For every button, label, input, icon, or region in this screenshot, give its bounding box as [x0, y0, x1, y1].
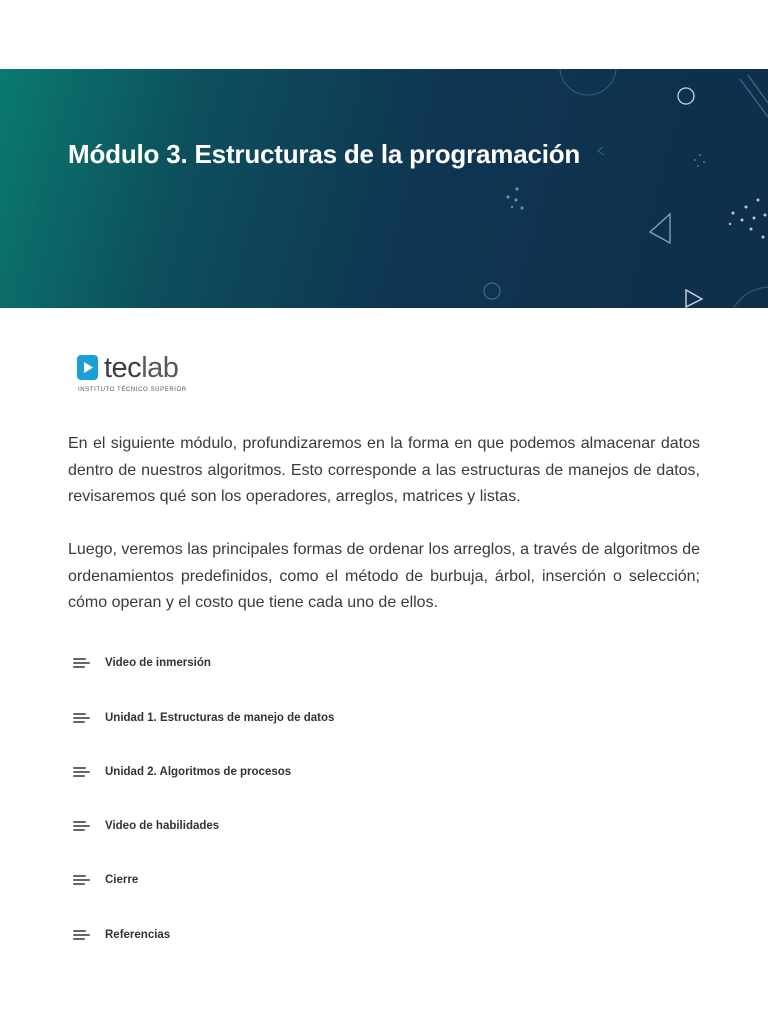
header-banner [0, 69, 768, 308]
nav-item-label: Cierre [105, 874, 139, 886]
logo-subtitle: INSTITUTO TÉCNICO SUPERIOR [78, 387, 187, 393]
nav-item-video-habilidades[interactable] [70, 814, 219, 838]
nav-item-label: Video de inmersión [105, 657, 211, 669]
nav-item-label: Unidad 2. Algoritmos de procesos [105, 766, 292, 778]
nav-item-unidad-2[interactable] [70, 760, 291, 784]
nav-item-cierre[interactable] [70, 868, 138, 892]
page-title: Módulo 3. Estructuras de la programación [68, 139, 581, 169]
play-icon [76, 354, 100, 382]
nav-item-label: Referencias [105, 929, 171, 941]
list-lines-icon [70, 873, 90, 887]
nav-item-label: Unidad 1. Estructuras de manejo de datos [105, 712, 335, 724]
banner-decoration [0, 69, 768, 308]
list-lines-icon [70, 928, 90, 942]
nav-item-referencias[interactable] [70, 923, 170, 947]
nav-item-video-inmersion[interactable] [70, 651, 211, 675]
intro-paragraph-1: En el siguiente módulo, profundizaremos en la forma en que podemos almacenar datos dentro de nuestros algoritmos. Esto corresponde a las estructuras de manejos de datos, revisaremos qué son los operadores, arreglos, matrices y listas. [68, 435, 700, 505]
logo-wordmark [104, 352, 178, 385]
list-lines-icon [70, 711, 90, 725]
nav-item-unidad-1[interactable] [70, 706, 334, 730]
logo-brand-tec: tec [104, 352, 142, 384]
nav-item-label: Video de habilidades [105, 820, 220, 832]
list-lines-icon [70, 819, 90, 833]
list-lines-icon [70, 656, 90, 670]
teclab-logo [76, 352, 216, 402]
intro-paragraph-2: Luego, veremos las principales formas de ordenar los arreglos, a través de algoritmos de ordenamientos predefinidos, como el método de burbuja, árbol, inserción o selección; cómo operan y el costo que tiene cada uno de ellos. [68, 541, 700, 611]
logo-brand-lab: lab [141, 352, 179, 384]
list-lines-icon [70, 765, 90, 779]
